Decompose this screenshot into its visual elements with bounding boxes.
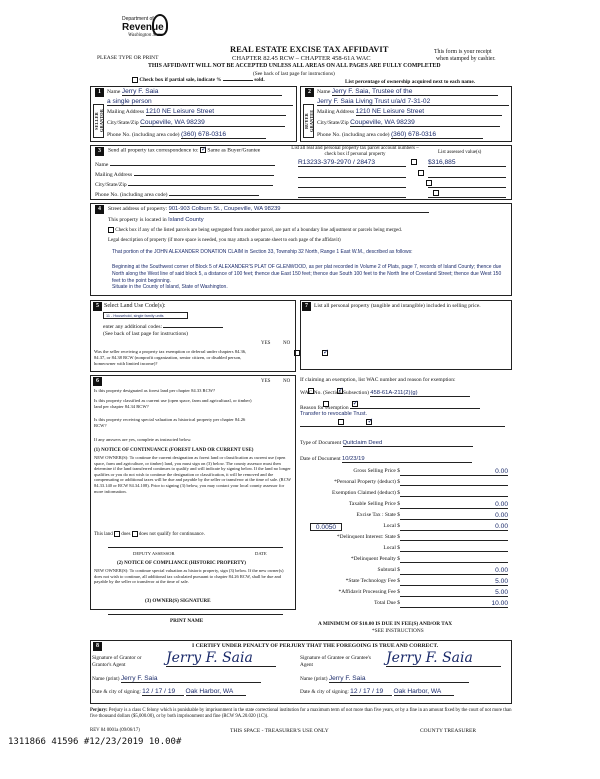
street-row (108, 206, 508, 213)
grantor-name-row (92, 675, 261, 683)
see-back-header: (See back of last page for instructions) (253, 71, 335, 77)
notice1-title: (1) NOTICE OF CONTINUANCE (FOREST LAND OR CURRENT USE) (94, 448, 254, 453)
s5-q1: Was the seller receiving a property tax exemption or deferral under chapters 84.36, 84.37, or 84.38 RCW (nonprofit organization, senior citizen, or disabled person, homeowner with limited income)? (94, 349, 247, 366)
wac-row (300, 390, 470, 397)
tech-fee-value[interactable]: 5.00 (400, 578, 508, 586)
subtotal-label: Subtotal $ (377, 567, 400, 573)
owner-signature-line[interactable] (108, 614, 283, 615)
dor-logo (122, 14, 167, 44)
taxable-value[interactable]: 0.00 (400, 501, 508, 509)
grantee-sig-label: Signature of Grantee or Grantee's Agent (300, 655, 371, 668)
wac-label: WAC No. (Section/Subsection) (300, 390, 369, 396)
treasurer-space: THIS SPACE - TREASURER'S USE ONLY (230, 728, 329, 734)
delinquent-interest-label: *Delinquent Interest: State $ (336, 534, 400, 540)
delinquent-penalty-value[interactable] (400, 556, 508, 563)
gross-value[interactable]: 0.00 (400, 468, 508, 476)
located-label: This property is located in (108, 217, 167, 223)
corr-city-field[interactable] (128, 180, 273, 186)
segregated-row (108, 227, 508, 233)
perjury-text: Perjury is a class C felony which is punishable by imprisonment in the state correctional institution for a maximum term of not more than five years, or by a fine in an amount fixed by the court of not more than five thousand dollars ($5,000.00), or by both imprisonment and fine (RCW 9A.20.020 (1C)). (90, 708, 512, 719)
local2-value[interactable] (400, 545, 508, 552)
same-as-buyer-label: Same as Buyer/Grantee (207, 147, 261, 154)
seller-mailing-label: Mailing Address (107, 109, 145, 115)
grantor-city[interactable]: Oak Harbor, WA (186, 688, 246, 696)
reason-line-2[interactable] (300, 426, 505, 427)
partial-sale-checkbox[interactable] (132, 77, 138, 83)
corr-city-label: City/State/Zip (95, 182, 127, 188)
section-8-number: 8 (93, 642, 102, 651)
s5-yes-header: YES (261, 341, 271, 346)
seller-mailing-row (107, 108, 293, 116)
buyer-mailing-label: Mailing Address (317, 109, 355, 115)
dor-logo-line2: Revenue (122, 22, 164, 33)
seller-tab: SELLER GRANTOR (93, 104, 104, 138)
recording-stamp: 1311866 41596 #12/23/2019 10.00# (8, 737, 182, 747)
section-7-number: 7 (302, 302, 311, 311)
segregated-label: Check box if any of the listed parcels are being segregated from another parcel, are part of a boundary line adjustment or parcels being merged. (115, 228, 402, 234)
see-back-land: (See back of last page for instructions) (103, 331, 188, 337)
dor-logo-line3: Washington State (128, 33, 163, 38)
doc-date[interactable]: 10/23/19 (342, 456, 472, 463)
buyer-phone-label: Phone No. (including area code) (317, 132, 390, 138)
does-not-label: does not qualify for continuance. (138, 532, 205, 538)
additional-codes-field[interactable] (163, 322, 223, 328)
q-historic: Is this property receiving special valuation as historical property per chapter 84.26 RCW? (94, 417, 246, 428)
taxable-label: Taxable Selling Price $ (348, 501, 400, 507)
see-instructions: *SEE INSTRUCTIONS (372, 628, 424, 634)
total-value[interactable]: 10.00 (400, 600, 508, 608)
local2-label: Local $ (383, 545, 400, 551)
parcel-1[interactable]: R13233-379-2970 / 28473 (298, 159, 406, 167)
receipt-note-2: when stamped by cashier. (436, 56, 496, 62)
assessed-value-2[interactable] (428, 170, 506, 178)
q-historic-yes[interactable] (338, 419, 344, 425)
county-treasurer: COUNTY TREASURER (420, 728, 477, 734)
corr-mailing-row (95, 170, 285, 178)
subtotal-value[interactable]: 0.00 (400, 567, 508, 575)
exemption-claimed-label: Exemption Claimed (deduct) $ (332, 490, 400, 496)
local-value[interactable]: 0.00 (400, 523, 508, 531)
doc-type-row (300, 440, 473, 447)
county[interactable]: Island County (168, 217, 204, 223)
grantee-date[interactable]: 12 / 17 / 19 (350, 688, 392, 696)
section-7-box (300, 300, 512, 370)
tech-fee-label: *State Technology Fee $ (345, 578, 400, 584)
grantor-sig-label: Signature of Grantor or Grantor's Agent (92, 655, 142, 668)
seller-name-label: Name (107, 89, 121, 95)
seller-city[interactable]: Coupeville, WA 98239 (140, 119, 285, 127)
buyer-name-label: Name (317, 89, 331, 95)
grantor-date-row (92, 688, 246, 696)
notice2-title: (2) NOTICE OF COMPLIANCE (HISTORIC PROPERTY) (117, 561, 246, 566)
parcel-3[interactable] (298, 180, 406, 188)
reason-row (300, 403, 480, 411)
grantor-date[interactable]: 12 / 17 / 19 (142, 688, 184, 696)
s6-no-header: NO (283, 379, 291, 384)
legal-desc-3[interactable]: Situate in the County of Island, State of Washington. (112, 284, 228, 290)
this-land-row (94, 531, 205, 537)
segregated-checkbox[interactable] (108, 227, 114, 233)
buyer-tab: BUYER GRANTEE (303, 104, 314, 138)
section-3-number: 3 (95, 147, 104, 156)
buyer-phone-row (317, 131, 509, 139)
certify-statement: I CERTIFY UNDER PENALTY OF PERJURY THAT THE FOREGOING IS TRUE AND CORRECT. (192, 643, 439, 649)
legal-label: Legal description of property (if more space is needed, you may attach a separate sheet to each page of the affidavit) (108, 238, 341, 243)
section-6-number: 6 (93, 377, 102, 386)
notice1-body: NEW OWNER(S): To continue the current designation as forest land or classification as current use (open space, farm and agriculture, or timber) land, you must sign on (3) below. The county assessor must then determine if the land transferred continues to qualify and will indicate by signing below. If the land no longer qualifies or you do not wish to continue the designation or classification, it will be removed and the compensating or additional taxes will be due and payable by the seller or transferor at the time of sale. (RCW 84.33.140 or RCW 84.34.108). Prior to signing (3) below, you may contact your local county assessor for more information. (94, 455, 291, 494)
same-as-buyer-checkbox[interactable] (200, 147, 206, 153)
deputy-assessor-label: DEPUTY ASSESSOR (133, 551, 175, 556)
section-1-number: 1 (95, 88, 104, 97)
seller-city-row (107, 119, 293, 127)
buyer-city[interactable]: Coupeville, WA 98239 (350, 119, 500, 127)
buyer-phone[interactable]: (360) 678-0316 (391, 131, 483, 139)
grantee-name-row (300, 675, 469, 683)
seller-phone-row (107, 131, 293, 139)
grantee-date-label: Date & city of signing: (300, 689, 349, 695)
q-current-use: Is this property classified as current use (open space, farm and agricultural, or timber) land per chapter 84.34 RCW? (94, 398, 252, 409)
buyer-mailing[interactable]: 1210 NE Leisure Street (356, 108, 502, 116)
minimum-due: A MINIMUM OF $10.00 IS DUE IN FEE(S) AND/OR TAX (318, 621, 453, 627)
parcel-1-pp-checkbox[interactable] (411, 159, 417, 165)
street-label: Street address of property: (108, 206, 168, 212)
land-use-select[interactable]: 11 - Household, single family units (103, 312, 188, 319)
sold-label: sold. (254, 77, 265, 84)
section-2-number: 2 (305, 88, 314, 97)
seller-phone[interactable]: (360) 678-0316 (181, 131, 266, 139)
s5-no-header: NO (283, 341, 291, 346)
corr-name-field[interactable] (110, 160, 275, 166)
pct-ownership-note: List percentage of ownership acquired next to each name. (345, 79, 476, 85)
owner-signature-label: (3) OWNER(S) SIGNATURE (145, 598, 211, 604)
seller-city-label: City/State/Zip (107, 120, 139, 126)
not-accepted-notice: THIS AFFIDAVIT WILL NOT BE ACCEPTED UNLESS ALL AREAS ON ALL PAGES ARE FULLY COMPLETED (148, 63, 441, 69)
q-historic-no[interactable] (366, 419, 372, 425)
if-yes-note: If any answers are yes, complete as instructed below. (94, 437, 192, 442)
grantee-city[interactable]: Oak Harbor, WA (394, 688, 454, 696)
excise-state-label: Excise Tax : State $ (356, 512, 400, 518)
additional-codes (103, 322, 223, 330)
grantor-name[interactable]: Jerry F. Saia (121, 675, 261, 683)
perjury-label: Perjury: (90, 708, 108, 713)
parcel-4[interactable] (298, 190, 406, 198)
land-use-label: Select Land Use Code(s): (104, 303, 166, 309)
corr-phone-row (95, 190, 285, 198)
section-5-number: 5 (93, 302, 102, 311)
seller-name[interactable]: Jerry F. Saia (122, 88, 282, 96)
gross-label: Gross Selling Price $ (353, 468, 400, 474)
street-address[interactable]: 901-903 Colburn St., Coupeville, WA 98239 (169, 206, 429, 213)
correspondence-label: Send all property tax correspondence to: (108, 147, 199, 154)
corr-phone-field[interactable] (169, 190, 259, 196)
section-4-number: 4 (95, 205, 104, 214)
personal-property-label: List all personal property (tangible and intangible) included in selling price. (314, 303, 481, 309)
doc-date-label: Date of Document (300, 456, 341, 462)
exemption-label: If claiming an exemption, list WAC number and reason for exemption: (300, 377, 456, 383)
s5-q1-yes[interactable] (294, 350, 300, 356)
perjury-notice (90, 708, 512, 720)
does-not-checkbox[interactable] (132, 531, 138, 537)
corr-city-row (95, 180, 285, 188)
does-checkbox[interactable] (114, 531, 120, 537)
notice2-body: NEW OWNER(S): To continue special valuation as historic property, sign (3) below. If the new owner(s) does not wish to continue, all additional tax calculated pursuant to chapter 84.26 RCW, shall be due and payable by the seller or transferor at the time of sale. (94, 568, 284, 585)
grantee-date-row (300, 688, 454, 696)
partial-sale (132, 77, 265, 83)
buyer-name[interactable]: Jerry F. Saia, Trustee of the (332, 88, 498, 96)
does-label: does (121, 532, 131, 538)
additional-codes-label: enter any additional codes: (103, 324, 163, 330)
correspondence-header (108, 147, 260, 153)
buyer-name-row (317, 88, 509, 96)
doc-type[interactable]: Quitclaim Deed (343, 440, 473, 447)
receipt-note-1: This form is your receipt (434, 49, 492, 55)
personal-value[interactable] (400, 479, 508, 486)
form-chapter: CHAPTER 82.45 RCW – CHAPTER 458-61A WAC (232, 55, 371, 62)
grantor-signature[interactable]: Jerry F. Saia (166, 650, 276, 667)
buyer-city-label: City/State/Zip (317, 120, 349, 126)
exemption-value[interactable] (400, 490, 508, 497)
excise-state-value[interactable]: 0.00 (400, 512, 508, 520)
delinquent-interest-value[interactable] (400, 534, 508, 541)
assessed-value-3[interactable] (428, 180, 506, 188)
deputy-assessor-line[interactable] (108, 547, 283, 548)
grantee-name[interactable]: Jerry F. Saia (329, 675, 469, 683)
local-label: Local $ (383, 523, 400, 529)
legal-desc-1[interactable]: That portion of the JOHN ALEXANDER DONATION CLAIM in Section 33, Township 32 North, Range 1 East W.M., described as follows: (112, 249, 413, 255)
this-land-label: This land (94, 532, 113, 538)
s6-yes-header: YES (261, 379, 271, 384)
doc-date-row (300, 456, 472, 463)
grantee-name-label: Name (print) (300, 676, 328, 682)
assessor-date-label: DATE (255, 551, 267, 556)
corr-mailing-field[interactable] (134, 170, 274, 176)
reason-value[interactable]: Transfer to revocable Trust. (300, 411, 368, 417)
total-label: Total Due $ (374, 600, 400, 606)
parcel-2-pp-checkbox[interactable] (418, 170, 424, 176)
wac-number[interactable]: 458-61A-211(2)(g) (370, 390, 470, 397)
local-rate[interactable]: 0.0050 (310, 523, 342, 531)
please-type: PLEASE TYPE OR PRINT (97, 55, 159, 61)
corr-name-row (95, 160, 285, 168)
partial-sale-label: Check box if partial sale, indicate % (139, 77, 222, 84)
print-name-label: PRINT NAME (170, 618, 204, 624)
form-title: REAL ESTATE EXCISE TAX AFFIDAVIT (230, 44, 389, 54)
seller-name-row (107, 88, 293, 96)
q-forest: Is this property designated as forest land per chapter 84.33 RCW? (94, 388, 216, 393)
assessed-value-1[interactable]: $316,885 (428, 159, 506, 167)
doc-type-label: Type of Document (300, 440, 342, 446)
seller-mailing[interactable]: 1210 NE Leisure Street (146, 108, 286, 116)
affidavit-fee-value[interactable]: 5.00 (400, 589, 508, 597)
reason-label: Reason for exemption (300, 405, 349, 411)
grantor-date-label: Date & city of signing: (92, 689, 141, 695)
seller-phone-label: Phone No. (including area code) (107, 132, 180, 138)
dor-logo-line1: Department of (122, 16, 154, 22)
affidavit-fee-label: *Affidavit Processing Fee $ (338, 589, 400, 595)
buyer-city-row (317, 119, 509, 127)
corr-phone-label: Phone No. (including area code) (95, 192, 168, 198)
buyer-name-2[interactable]: Jerry F. Saia Living Trust u/a/d 7-31-02 (317, 98, 509, 106)
parcel-2[interactable] (298, 170, 406, 178)
legal-desc-2[interactable]: Beginning at the Southwest corner of Block 5 of ALEXANDER'S PLAT OF GLENWOOD, as per plat recorded in Volume 2 of Plats, page 7, records of Island County; thence due North along the West line of said block 5, a distance of 100 feet; thence due East 150 feet; thence due South 100 feet to the North line of Coveland Street; thence due West 150 feet to the point beginning. (112, 264, 502, 284)
located-row (108, 217, 204, 223)
corr-name-label: Name (95, 162, 109, 168)
personal-label: *Personal Property (deduct) $ (334, 479, 400, 485)
corr-mailing-label: Mailing Address (95, 172, 133, 178)
grantee-signature[interactable]: Jerry F. Saia (386, 650, 501, 667)
parcels-header: List all real and personal property tax parcel account numbers – check box if personal property (291, 146, 419, 157)
assessed-value-4[interactable] (428, 190, 506, 198)
assessed-header: List assessed value(s) (438, 150, 482, 155)
grantor-name-label: Name (print) (92, 676, 120, 682)
rev-number: REV 84 0001a (09/06/17) (90, 728, 140, 733)
buyer-mailing-row (317, 108, 509, 116)
delinquent-penalty-label: *Delinquent Penalty $ (350, 556, 400, 562)
seller-name-2[interactable]: a single person (107, 98, 293, 106)
